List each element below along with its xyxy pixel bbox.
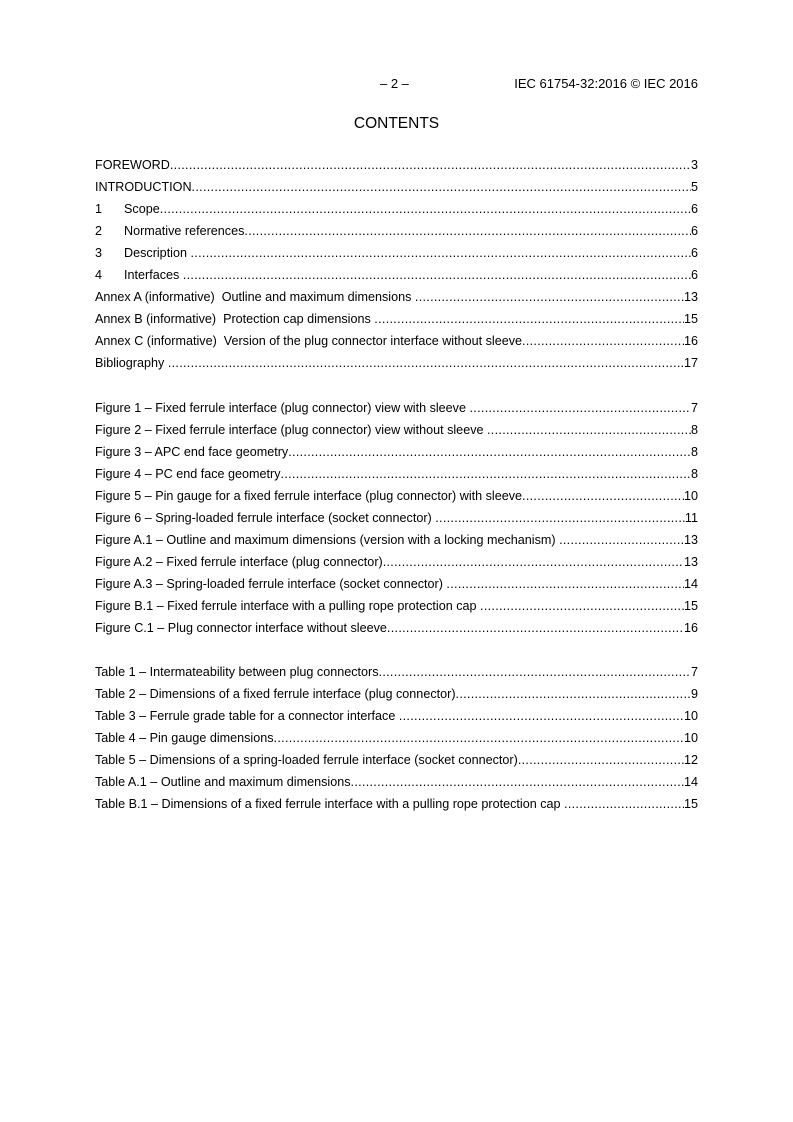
toc-entry[interactable]: [95, 771, 698, 793]
toc-entry-label: Figure 4 – PC end face geometry: [95, 467, 281, 481]
page-number: – 2 –: [380, 76, 409, 91]
toc-entry[interactable]: [95, 154, 698, 176]
toc-entry-label: Table 3 – Ferrule grade table for a connector interface: [95, 709, 399, 723]
toc-entry-page: 8: [690, 445, 698, 459]
toc-entry-label: INTRODUCTION: [95, 180, 192, 194]
toc-entry[interactable]: [95, 793, 698, 815]
toc-entry-page: 13: [683, 533, 698, 547]
dot-leader: [446, 573, 684, 595]
dot-leader: [415, 286, 684, 308]
toc-entry-label: Figure A.3 – Spring-loaded ferrule interface (socket connector): [95, 577, 447, 591]
toc-entry-label: Table B.1 – Dimensions of a fixed ferrule interface with a pulling rope protection cap: [95, 797, 565, 811]
toc-entry[interactable]: [95, 595, 698, 617]
toc-figures-section: [95, 397, 698, 639]
toc-entry[interactable]: [95, 419, 698, 441]
toc-entry-page: 10: [683, 489, 698, 503]
dot-leader: [170, 154, 691, 176]
dot-leader: [191, 242, 691, 264]
toc-entry-page: 5: [690, 180, 698, 194]
toc-entry-number: 4: [95, 268, 103, 282]
toc-entry-number: 1: [95, 202, 103, 216]
toc-entry-page: 13: [683, 555, 698, 569]
dot-leader: [274, 727, 684, 749]
toc-entry-page: 9: [690, 687, 698, 701]
dot-leader: [522, 330, 684, 352]
dot-leader: [192, 176, 691, 198]
dot-leader: [374, 308, 684, 330]
toc-main-section: [95, 154, 698, 374]
toc-entry[interactable]: [95, 727, 698, 749]
toc-entry-number: 3: [95, 246, 103, 260]
toc-entry-page: 16: [683, 334, 698, 348]
toc-entry-number: 2: [95, 224, 103, 238]
toc-entry[interactable]: [95, 286, 698, 308]
toc-entry-label: Figure 5 – Pin gauge for a fixed ferrule interface (plug connector) with sleeve: [95, 489, 523, 503]
toc-entry-page: 8: [690, 467, 698, 481]
toc-entry[interactable]: [95, 264, 698, 286]
toc-entry-label: Figure 3 – APC end face geometry: [95, 445, 289, 459]
toc-entry-page: 11: [684, 511, 698, 525]
toc-entry[interactable]: [95, 441, 698, 463]
toc-entry[interactable]: [95, 198, 698, 220]
toc-entry[interactable]: [95, 683, 698, 705]
toc-entry-label: Figure 1 – Fixed ferrule interface (plug connector) view with sleeve: [95, 401, 470, 415]
toc-entry-label: Figure 6 – Spring-loaded ferrule interface (socket connector): [95, 511, 436, 525]
toc-entry-page: 14: [683, 577, 698, 591]
toc-entry[interactable]: [95, 242, 698, 264]
toc-entry[interactable]: [95, 220, 698, 242]
toc-entry[interactable]: [95, 176, 698, 198]
dot-leader: [518, 749, 684, 771]
dot-leader: [456, 683, 691, 705]
toc-entry[interactable]: [95, 551, 698, 573]
toc-entry-page: 15: [683, 797, 698, 811]
toc-entry-page: 6: [690, 202, 698, 216]
toc-entry-page: 13: [683, 290, 698, 304]
toc-entry-label: Bibliography: [95, 356, 168, 370]
dot-leader: [383, 551, 684, 573]
toc-entry-page: 7: [690, 665, 698, 679]
toc-entry-label: FOREWORD: [95, 158, 170, 172]
dot-leader: [487, 419, 691, 441]
toc-entry[interactable]: [95, 661, 698, 683]
toc-entry[interactable]: [95, 397, 698, 419]
toc-entry[interactable]: [95, 749, 698, 771]
contents-title: CONTENTS: [353, 115, 440, 132]
toc-entry-page: 10: [683, 731, 698, 745]
toc-entry-label: Figure B.1 – Fixed ferrule interface with a pulling rope protection cap: [95, 599, 481, 613]
toc-entry-label: Interfaces: [124, 268, 183, 282]
toc-entry-page: 17: [683, 356, 698, 370]
toc-entry-page: 6: [690, 224, 698, 238]
toc-entry-page: 14: [683, 775, 698, 789]
toc-entry-label: Table 4 – Pin gauge dimensions: [95, 731, 274, 745]
dot-leader: [281, 463, 691, 485]
toc-entry-label: Figure 2 – Fixed ferrule interface (plug connector) view without sleeve: [95, 423, 487, 437]
dot-leader: [522, 485, 684, 507]
dot-leader: [435, 507, 685, 529]
toc-entry[interactable]: [95, 507, 698, 529]
toc-entry-page: 8: [690, 423, 698, 437]
dot-leader: [244, 220, 691, 242]
dot-leader: [288, 441, 691, 463]
dot-leader: [559, 529, 684, 551]
toc-entry-page: 6: [690, 246, 698, 260]
toc-entry-label: Table 2 – Dimensions of a fixed ferrule interface (plug connector): [95, 687, 456, 701]
dot-leader: [183, 264, 691, 286]
toc-entry[interactable]: [95, 330, 698, 352]
toc-entry-page: 15: [683, 599, 698, 613]
toc-entry-page: 7: [690, 401, 698, 415]
toc-entry[interactable]: [95, 352, 698, 374]
dot-leader: [168, 352, 684, 374]
toc-entry-label: Figure A.1 – Outline and maximum dimensions (version with a locking mechanism): [95, 533, 560, 547]
dot-leader: [470, 397, 691, 419]
dot-leader: [160, 198, 691, 220]
toc-entry-page: 16: [683, 621, 698, 635]
dot-leader: [379, 661, 691, 683]
toc-entry-page: 10: [683, 709, 698, 723]
toc-entry-label: Figure A.2 – Fixed ferrule interface (plug connector): [95, 555, 383, 569]
toc-entry[interactable]: [95, 529, 698, 551]
toc-entry-page: 3: [690, 158, 698, 172]
dot-leader: [387, 617, 684, 639]
dot-leader: [564, 793, 684, 815]
toc-entry-page: 12: [683, 753, 698, 767]
toc-entry-label: Table 5 – Dimensions of a spring-loaded ferrule interface (socket connector): [95, 753, 518, 767]
toc-entry-label: Table 1 – Intermateability between plug connectors: [95, 665, 379, 679]
document-id: IEC 61754-32:2016 © IEC 2016: [514, 76, 698, 91]
toc-entry-label: Description: [124, 246, 191, 260]
toc-entry-page: 6: [690, 268, 698, 282]
toc-entry[interactable]: [95, 485, 698, 507]
dot-leader: [399, 705, 684, 727]
toc-entry-label: Figure C.1 – Plug connector interface without sleeve: [95, 621, 387, 635]
toc-entry-page: 15: [683, 312, 698, 326]
toc-entry[interactable]: [95, 463, 698, 485]
dot-leader: [480, 595, 684, 617]
toc-tables-section: [95, 661, 698, 815]
toc-entry[interactable]: [95, 308, 698, 330]
toc-entry-label: Table A.1 – Outline and maximum dimensions: [95, 775, 351, 789]
dot-leader: [351, 771, 684, 793]
toc-entry[interactable]: [95, 617, 698, 639]
toc-entry-label: Annex C (informative) Version of the plug connector interface without sleeve: [95, 334, 523, 348]
toc-entry[interactable]: [95, 573, 698, 595]
toc-entry-label: Annex B (informative) Protection cap dimensions: [95, 312, 375, 326]
toc-entry-label: Scope: [124, 202, 160, 216]
toc-entry-label: Normative references: [124, 224, 245, 238]
toc-entry[interactable]: [95, 705, 698, 727]
toc-entry-label: Annex A (informative) Outline and maximum dimensions: [95, 290, 415, 304]
